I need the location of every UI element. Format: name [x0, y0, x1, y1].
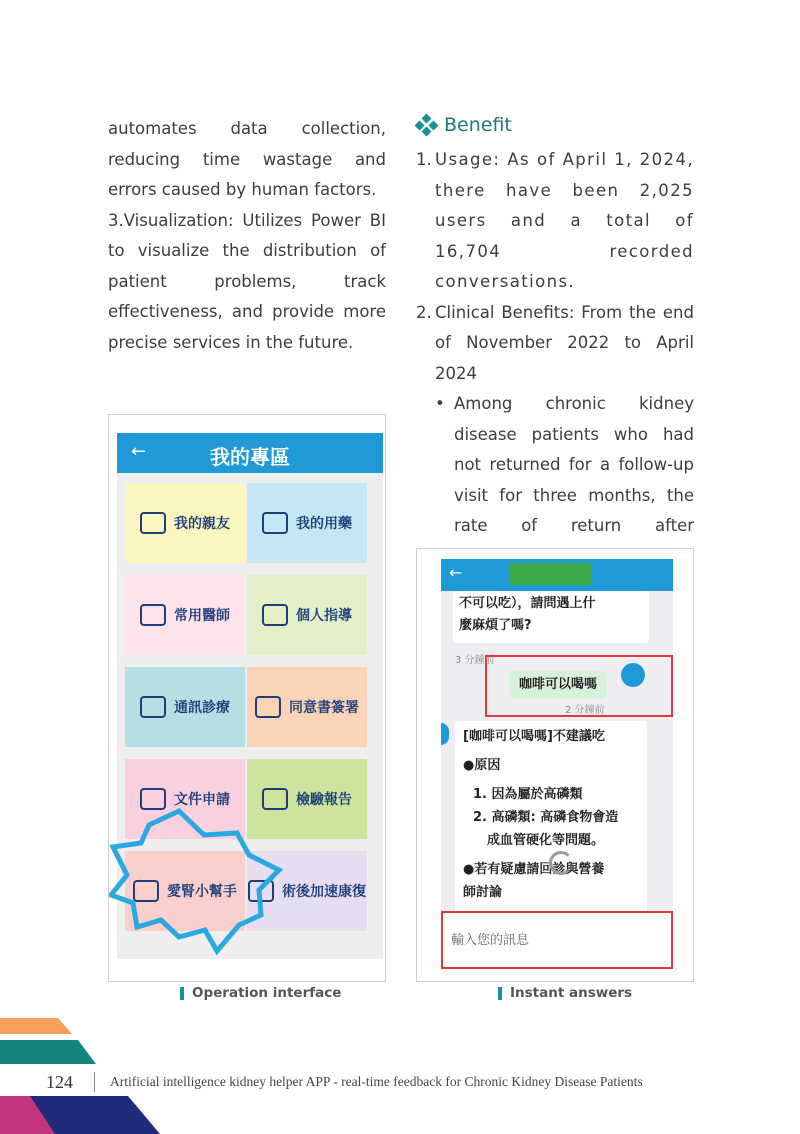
tile-label: 我的親友 [174, 516, 230, 532]
corner-stripes-top [0, 1018, 100, 1068]
tile-label: 常用醫師 [174, 608, 230, 624]
item-text: Clinical Benefits: From the end of November 2022 to April 2024 [435, 302, 694, 383]
instant-answers-screenshot [416, 548, 694, 982]
tile-label: 愛腎小幫手 [167, 884, 237, 900]
reason-line: 2. 高磷類: 高磷食物會造 [473, 810, 619, 825]
bullet-item [435, 389, 694, 572]
suggestion-line: 師討論 [463, 885, 503, 900]
message-input-placeholder[interactable]: 輸入您的訊息 [451, 933, 530, 948]
caption-operation-interface [180, 985, 341, 1001]
bullet-text: Among chronic kidney disease patients who had not returned for a follow-up visit for three months, the rate of return after [454, 394, 694, 535]
tile-label: 同意書簽署 [289, 700, 359, 716]
timestamp: 3 分鐘前 [455, 655, 495, 666]
tile-label: 文件申請 [174, 792, 230, 808]
caption-text: Instant answers [510, 985, 633, 1001]
benefit-heading-text: Benefit [444, 114, 512, 136]
reason-heading: ●原因 [463, 758, 501, 773]
timestamp: 2 分鐘前 [565, 705, 605, 716]
reason-line: 成血管硬化等問題。 [487, 833, 605, 848]
highlight-star-icon [109, 415, 385, 981]
user-message-bubble: 咖啡可以喝嗎 [509, 671, 607, 699]
running-title: Artificial intelligence kidney helper APP - real-time feedback for Chronic Kidney Disease Patients [110, 1074, 643, 1089]
corner-stripes-bottom [0, 1096, 170, 1134]
tile-label: 通訊診療 [174, 700, 230, 716]
refresh-icon [549, 851, 573, 875]
benefit-list [416, 145, 694, 603]
redacted-name-block [509, 563, 591, 585]
back-arrow-icon[interactable]: ← [131, 441, 147, 462]
bot-message-bubble [453, 591, 649, 643]
suggestion-line: ●若有疑慮請回診與營養 [463, 862, 605, 877]
bot-message-line: 麼麻煩了嗎? [459, 618, 532, 633]
benefit-item-clinical [416, 298, 694, 390]
benefit-item-usage [416, 145, 694, 298]
operation-interface-screenshot [108, 414, 386, 982]
paragraph-visualization: 3.Visualization: Utilizes Power BI to visualize the distribution of patient problems, track effectiveness, and provide more precise services in the future. [108, 210, 386, 352]
tile-label: 個人指導 [296, 608, 352, 624]
benefit-heading [416, 114, 512, 136]
footer-divider [94, 1072, 95, 1092]
tile-label: 我的用藥 [296, 516, 352, 532]
tile-label: 術後加速康復 [282, 884, 366, 900]
bot-message-line: 不可以吃），請問遇上什 [459, 596, 596, 611]
diamond-cluster-icon [416, 115, 438, 135]
reason-line: 1. 因為屬於高磷類 [473, 787, 583, 802]
bot-avatar [441, 723, 449, 745]
bullet-symbol: • [435, 394, 445, 413]
app-title: 我的專區 [210, 445, 290, 469]
caption-instant-answers [498, 985, 632, 1001]
item-text: Usage: As of April 1, 2024, there have been 2,025 users and a total of 16,704 recorded conversations. [435, 150, 694, 291]
item-number: 2. [416, 302, 432, 322]
message-input-area[interactable] [441, 911, 673, 969]
caption-text: Operation interface [192, 985, 342, 1001]
left-text-column [108, 114, 386, 358]
chat-header [441, 559, 673, 591]
tile-label: 檢驗報告 [296, 792, 352, 808]
page-number: 124 [46, 1072, 73, 1092]
paragraph-data-collection: automates data collection, reducing time wastage and errors caused by human factors. [108, 119, 386, 199]
item-number: 1. [416, 150, 432, 169]
reply-title: [咖啡可以喝嗎]不建議吃 [463, 729, 605, 744]
back-arrow-icon[interactable]: ← [449, 563, 463, 582]
bot-reply-bubble [455, 721, 647, 921]
